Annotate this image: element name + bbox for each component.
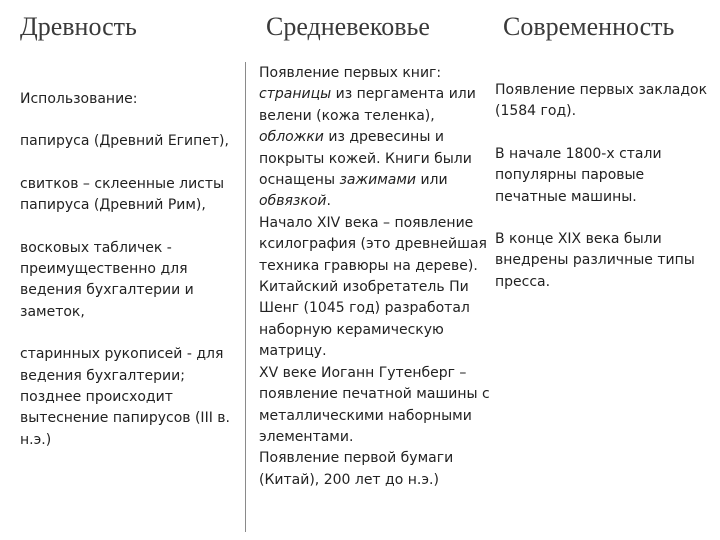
medieval-books-heading: Появление первых книг: <box>259 65 442 81</box>
ancient-item-papyrus: папируса (Древний Египет), <box>20 133 229 150</box>
term-covers: обложки <box>259 129 324 146</box>
modern-column <box>495 80 715 293</box>
term-binding: обвязкой <box>259 193 327 210</box>
term-pages: страницы <box>259 86 332 103</box>
medieval-first-paper: Появление первой бумаги (Китай), 200 лет до н.э.) <box>259 450 454 488</box>
ancient-column <box>20 89 235 451</box>
modern-item-steam-presses: В начале 1800-х стали популярны паровые печатные машины. <box>495 145 662 205</box>
ancient-item-scrolls: свитков – склеенные листы папируса (Древний Рим), <box>20 175 225 214</box>
medieval-text: или <box>416 172 448 189</box>
ancient-item-manuscripts: старинных рукописей - для ведения бухгалтерии; позднее происходит вытеснение папирусов (III в. н.э.) <box>20 346 230 448</box>
ancient-item-wax-tablets: восковых табличек - преимущественно для ведения бухгалтерии и заметок, <box>20 239 194 320</box>
medieval-text: . <box>326 193 331 210</box>
header-ancient: Древность <box>20 12 137 41</box>
medieval-text: из пергамента или велени (кожа теленка), <box>259 86 476 124</box>
term-clasps: зажимами <box>339 172 416 189</box>
modern-item-press-types: В конце XIX века были внедрены различные типы пресса. <box>495 231 695 290</box>
ancient-intro: Использование: <box>20 91 138 107</box>
medieval-bi-sheng: Китайский изобретатель Пи Шенг (1045 год) разработал наборную керамическую матрицу. <box>259 279 470 360</box>
medieval-books-paragraph <box>259 63 491 213</box>
medieval-text: из древесины и покрыты кожей. Книги были оснащены <box>259 129 472 189</box>
medieval-gutenberg: XV веке Иоганн Гутенберг – появление печатной машины с металлическими наборными элементами. <box>259 364 490 445</box>
modern-item-bookmarks: Появление первых закладок (1584 год). <box>495 82 708 120</box>
medieval-column <box>259 63 491 491</box>
header-modern: Современность <box>503 12 675 41</box>
header-medieval: Средневековье <box>266 12 430 41</box>
medieval-xylography: Начало XIV века – появление ксилография (это древнейшая техника гравюры на дереве). <box>259 214 487 274</box>
column-divider <box>245 62 246 532</box>
